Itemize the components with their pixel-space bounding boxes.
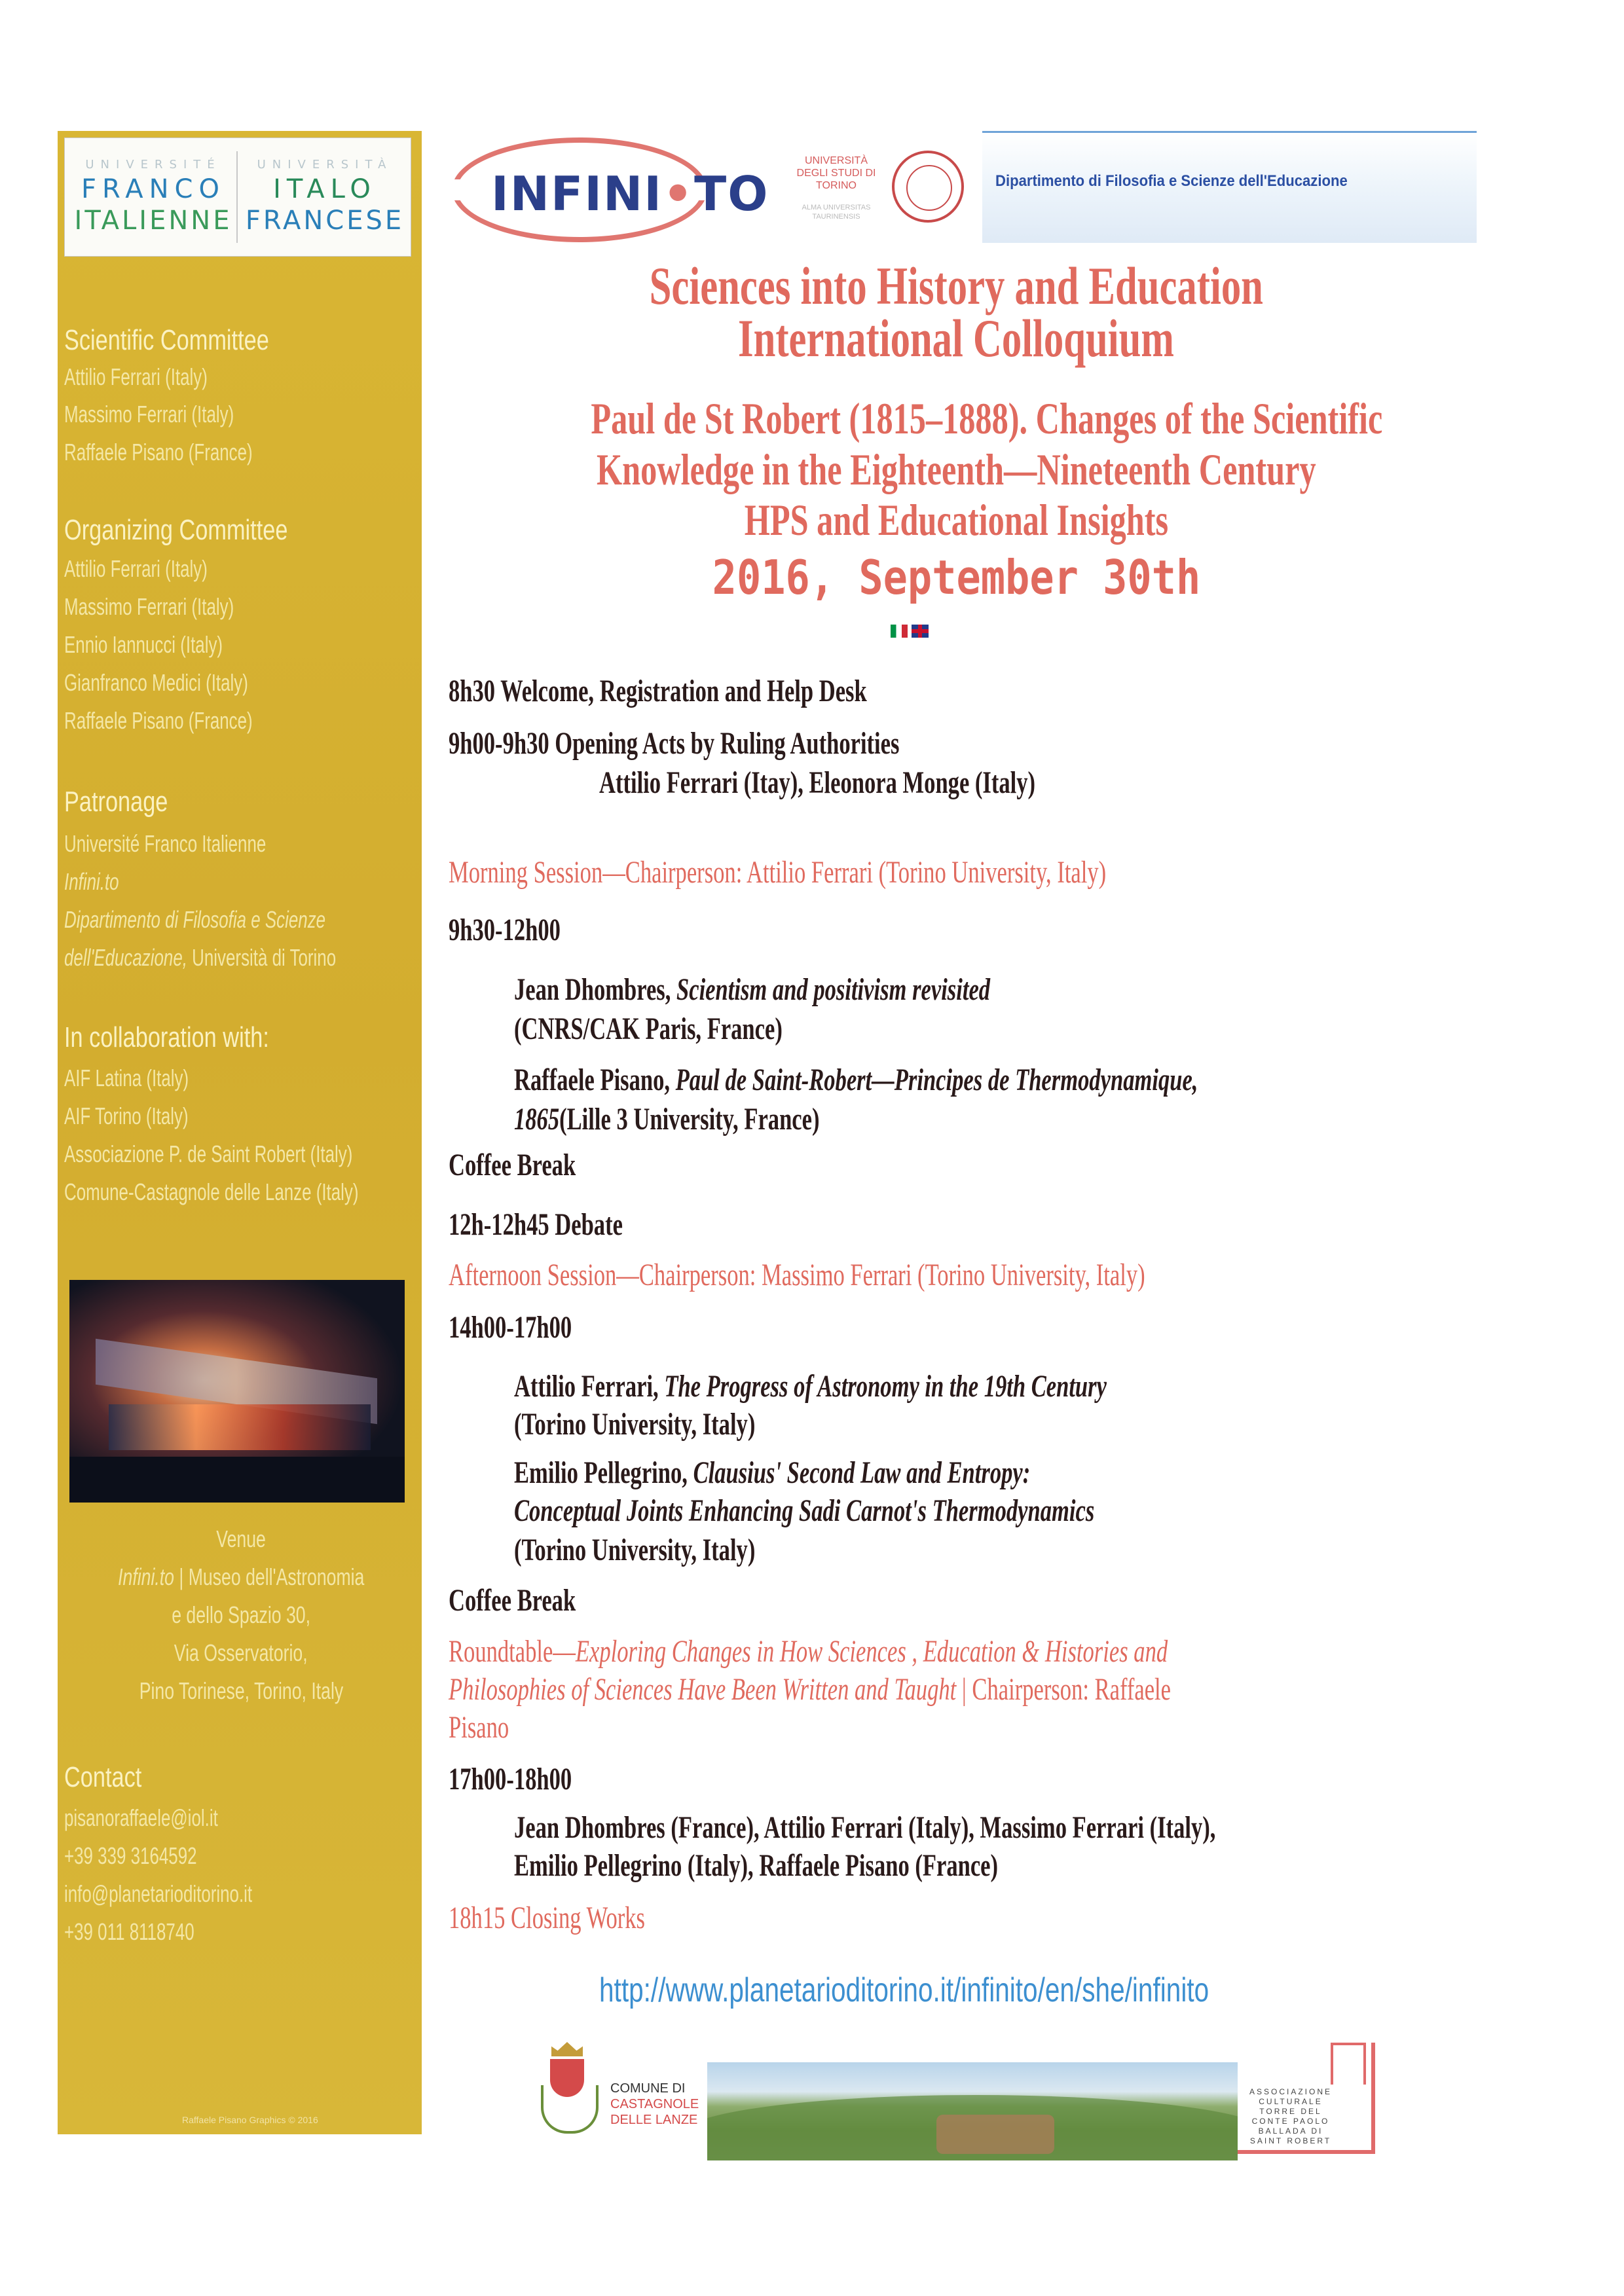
contact-heading: Contact	[64, 1761, 142, 1793]
organizing-member: Ennio Iannucci (Italy)	[64, 631, 223, 658]
scientific-member: Massimo Ferrari (Italy)	[64, 401, 234, 428]
coffee-break: Coffee Break	[449, 1583, 576, 1618]
universite-franco-italienne-logo	[64, 137, 411, 257]
contact-phone[interactable]: +39 011 8118740	[64, 1918, 194, 1945]
patronage-line: Dipartimento di Filosofia e Scienze	[64, 906, 326, 933]
welcome: 8h30 Welcome, Registration and Help Desk	[449, 674, 867, 708]
title-line4: Knowledge in the Eighteenth—Nineteenth Century	[596, 445, 1316, 494]
patronage-line: Université Franco Italienne	[64, 830, 267, 857]
patronage-line: Infini.to	[64, 868, 119, 895]
unito-name: UNIVERSITÀ DEGLI STUDI DI TORINO	[796, 155, 876, 191]
italian-flag-icon	[891, 625, 908, 638]
event-url-link[interactable]: http://www.planetarioditorino.it/infinito/en/she/infinito	[599, 1971, 1209, 2009]
venue-photo	[69, 1280, 405, 1503]
talk-ferrari-affiliation: (Torino University, Italy)	[514, 1407, 756, 1442]
venue-line: Pino Torinese, Torino, Italy	[139, 1677, 343, 1704]
logo-left-line2: ITALIENNE	[74, 206, 232, 236]
venue-line: e dello Spazio 30,	[172, 1601, 310, 1628]
patronage-heading: Patronage	[64, 786, 168, 818]
contact-email[interactable]: info@planetarioditorino.it	[64, 1880, 253, 1907]
collaboration-heading: In collaboration with:	[64, 1021, 269, 1053]
morning-time: 9h30-12h00	[449, 913, 561, 947]
venue-heading: Venue	[216, 1525, 266, 1552]
comune-crest-icon	[537, 2033, 596, 2144]
scientific-member: Raffaele Pisano (France)	[64, 439, 253, 465]
collaboration-member: Associazione P. de Saint Robert (Italy)	[64, 1140, 353, 1167]
talk-pisano-affiliation: 1865(Lille 3 University, France)	[514, 1102, 820, 1137]
talk-dhombres: Jean Dhombres, Scientism and positivism revisited	[514, 972, 991, 1007]
talk-dhombres-affiliation: (CNRS/CAK Paris, France)	[514, 1011, 783, 1046]
afternoon-session: Afternoon Session—Chairperson: Massimo Ferrari (Torino University, Italy)	[449, 1258, 1145, 1292]
talk-pellegrino: Emilio Pellegrino, Clausius' Second Law and Entropy:	[514, 1455, 1031, 1490]
association-logo	[1238, 2043, 1375, 2154]
sidebar	[58, 131, 422, 2134]
tower-icon	[1331, 2043, 1366, 2085]
comune-name: COMUNE DI CASTAGNOLE DELLE LANZE	[610, 2081, 699, 2127]
organizing-member: Raffaele Pisano (France)	[64, 707, 253, 734]
castagnole-panorama-image	[707, 2062, 1238, 2160]
patronage-line	[64, 944, 336, 972]
graphics-credit: Raffaele Pisano Graphics © 2016	[182, 2115, 318, 2125]
department-banner	[982, 131, 1477, 243]
organizing-member: Massimo Ferrari (Italy)	[64, 593, 234, 620]
organizing-committee-heading: Organizing Committee	[64, 514, 288, 546]
closing-works: 18h15 Closing Works	[449, 1901, 645, 1935]
logo-right-small: UNIVERSITÀ	[257, 158, 393, 172]
roundtable-names: Jean Dhombres (France), Attilio Ferrari (Italy), Massimo Ferrari (Italy),	[514, 1810, 1216, 1845]
event-date: 2016, September 30th	[712, 550, 1200, 605]
infinito-wordmark: INFINI•TO	[491, 166, 769, 221]
organizing-member: Attilio Ferrari (Italy)	[64, 555, 208, 582]
contact-phone[interactable]: +39 339 3164592	[64, 1842, 197, 1869]
logo-left-line1: FRANCO	[81, 174, 225, 204]
talk-pellegrino-affiliation: (Torino University, Italy)	[514, 1533, 756, 1567]
afternoon-time: 14h00-17h00	[449, 1310, 572, 1345]
debate: 12h-12h45 Debate	[449, 1207, 623, 1242]
venue-line: Infini.to | Museo dell'Astronomia	[117, 1563, 365, 1590]
organizing-member: Gianfranco Medici (Italy)	[64, 669, 248, 696]
opening-names: Attilio Ferrari (Itay), Eleonora Monge (Italy)	[599, 765, 1036, 800]
infinito-logo	[452, 137, 769, 249]
roundtable-line3: Pisano	[449, 1710, 509, 1745]
title-line2: International Colloquium	[738, 308, 1174, 368]
scientific-member: Attilio Ferrari (Italy)	[64, 363, 208, 390]
scientific-committee-heading: Scientific Committee	[64, 324, 269, 356]
logo-divider	[236, 151, 238, 243]
department-name: Dipartimento di Filosofia e Scienze dell'Educazione	[995, 172, 1348, 190]
title-line5: HPS and Educational Insights	[744, 495, 1168, 545]
roundtable: Roundtable—Exploring Changes in How Sciences , Education & Histories and	[449, 1634, 1168, 1669]
contact-email[interactable]: pisanoraffaele@iol.it	[64, 1804, 218, 1831]
roundtable-time: 17h00-18h00	[449, 1762, 572, 1796]
title-line3: Paul de St Robert (1815–1888). Changes of the Scientific	[591, 393, 1383, 443]
language-flags	[891, 625, 932, 638]
roundtable-names2: Emilio Pellegrino (Italy), Raffaele Pisano (France)	[514, 1848, 999, 1883]
venue-line: Via Osservatorio,	[174, 1639, 308, 1666]
morning-session: Morning Session—Chairperson: Attilio Ferrari (Torino University, Italy)	[449, 855, 1107, 890]
unito-seal-icon	[892, 151, 964, 223]
logo-right-line1: ITALO	[273, 174, 377, 204]
talk-ferrari: Attilio Ferrari, The Progress of Astronomy in the 19th Century	[514, 1369, 1107, 1404]
talk-pisano: Raffaele Pisano, Paul de Saint-Robert—Principes de Thermodynamique,	[514, 1063, 1198, 1097]
roundtable-line2: Philosophies of Sciences Have Been Written and Taught | Chairperson: Raffaele	[449, 1672, 1172, 1707]
opening-acts: 9h00-9h30 Opening Acts by Ruling Authorities	[449, 726, 900, 761]
coffee-break: Coffee Break	[449, 1148, 576, 1182]
unito-motto: ALMA UNIVERSITAS TAURINENSIS	[802, 204, 871, 221]
collaboration-member: AIF Latina (Italy)	[64, 1065, 189, 1091]
association-name: ASSOCIAZIONE CULTURALE TORRE DEL CONTE PAOLO BALLADA DI SAINT ROBERT	[1249, 2087, 1333, 2145]
patronage-dept-italic: dell'Educazione,	[64, 944, 187, 971]
collaboration-member: Comune-Castagnole delle Lanze (Italy)	[64, 1178, 359, 1205]
logo-left-small: UNIVERSITÉ	[85, 158, 221, 172]
patronage-dept-rest: Università di Torino	[187, 944, 337, 971]
talk-pellegrino-title2: Conceptual Joints Enhancing Sadi Carnot's Thermodynamics	[514, 1493, 1095, 1528]
title-line1: Sciences into History and Education	[649, 256, 1263, 316]
logo-right-line2: FRANCESE	[245, 206, 405, 236]
uk-flag-icon	[912, 625, 929, 638]
collaboration-member: AIF Torino (Italy)	[64, 1102, 189, 1129]
